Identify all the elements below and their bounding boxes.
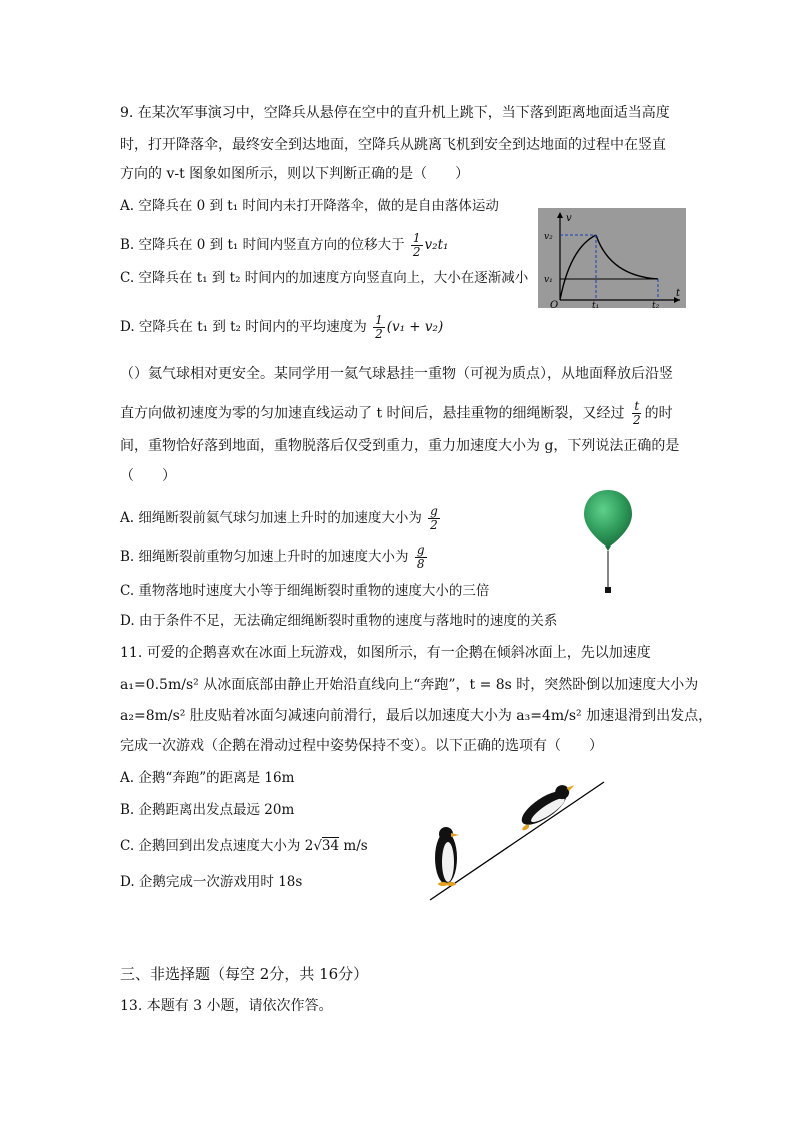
q10-option-a (120, 505, 442, 532)
q9-stem-line3: 方向的 v-t 图象如图所示，则以下判断正确的是（ ） (120, 166, 470, 182)
fraction-half: $\frac{1}{2}$ (412, 231, 421, 259)
sqrt-radicand: 34 (321, 838, 340, 854)
q9-option-b-text: B. 空降兵在 0 到 t₁ 时间内竖直方向的位移大于 (120, 237, 405, 253)
fraction-g-2: $\frac{g}{2}$ (430, 504, 438, 532)
q9-option-b (120, 232, 448, 259)
v1-label: v₁ (544, 275, 553, 285)
q11-option-b: B. 企鹅距离出发点最远 20m (120, 802, 295, 818)
q10-option-b-text: B. 细绳断裂前重物匀加速上升时的加速度大小为 (120, 549, 409, 565)
q9-stem-line2: 时，打开降落伞，最终安全到达地面，空降兵从跳离飞机到安全到达地面的过程中在竖直 (120, 137, 666, 153)
standing-penguin (435, 827, 459, 886)
q10-option-d: D. 由于条件不足，无法确定细绳断裂时重物的速度与落地时的速度的关系 (120, 613, 558, 629)
sqrt-symbol: √ (313, 838, 322, 854)
fraction-t-half: $\frac{t}{2}$ (632, 399, 641, 427)
balloon-body (584, 490, 632, 546)
fraction-half: $\frac{1}{2}$ (375, 313, 383, 341)
q10-option-c: C. 重物落地时速度大小等于细绳断裂时重物的速度大小的三倍 (120, 583, 490, 599)
q9-option-d (120, 314, 443, 341)
q9-option-d-text: D. 空降兵在 t₁ 到 t₂ 时间内的平均速度为 (120, 319, 367, 335)
weight-block (605, 587, 611, 593)
q9-option-d-math: (v₁ + v₂) (386, 319, 444, 335)
t-axis-label: t (676, 288, 681, 299)
fraction-g-8: $\frac{g}{8}$ (416, 543, 425, 571)
q10-stem-line1: （）氦气球相对更安全。某同学用一氦气球悬挂一重物（可视为质点），从地面释放后沿竖 (120, 366, 673, 382)
q9-option-a: A. 空降兵在 0 到 t₁ 时间内未打开降落伞，做的是自由落体运动 (120, 198, 499, 214)
q10-stem-line3: 间，重物恰好落到地面，重物脱落后仅受到重力，重力加速度大小为 g，下列说法正确的是 (120, 438, 680, 454)
t2-label: t₂ (652, 301, 660, 308)
q9-stem-line1: 9. 在某次军事演习中，空降兵从悬停在空中的直升机上跳下，当下落到距离地面适当高度 (120, 105, 670, 121)
q11-option-d: D. 企鹅完成一次游戏用时 18s (120, 874, 303, 890)
q10-option-b (120, 544, 429, 571)
q9-option-c: C. 空降兵在 t₁ 到 t₂ 时间内的加速度方向竖直向上，大小在逐渐减小 (120, 270, 529, 286)
q9-option-b-math: v₂t₁ (424, 237, 449, 253)
v2-label: v₂ (544, 232, 553, 242)
q11-stem-line2: a₁=0.5m/s² 从冰面底部由静止开始沿直线向上“奔跑”，t = 8s 时，突然卧倒以加速度大小为 (120, 677, 699, 693)
q11-option-c-unit: m/s (343, 838, 368, 854)
origin-label: O (550, 300, 559, 308)
q10-stem-line2-text: 直方向做初速度为零的匀加速直线运动了 t 时间后，悬挂重物的细绳断裂，又经过 (120, 405, 625, 422)
q11-option-c-text: C. 企鹅回到出发点速度大小为 2 (120, 838, 314, 854)
section-title: 三、非选择题（每空 2分，共 16分） (120, 965, 369, 983)
q11-option-c (120, 836, 368, 856)
vt-graph (538, 208, 686, 308)
penguin-slope-figure (426, 776, 610, 904)
q11-stem-line3: a₂=8m/s² 肚皮贴着冰面匀减速向前滑行，最后以加速度大小为 a₃=4m/s² 加速退滑到出发点， (120, 708, 713, 724)
ice-slope (430, 782, 604, 900)
q11-stem-line4: 完成一次游戏（企鹅在滑动过程中姿势保持不变）。以下正确的选项有（ ） (120, 738, 603, 754)
q10-stem-line4: （ ） (120, 468, 176, 484)
q11-option-a: A. 企鹅“奔跑”的距离是 16m (120, 770, 295, 786)
q10-option-a-text: A. 细绳断裂前氦气球匀加速上升时的加速度大小为 (120, 510, 422, 526)
balloon-figure (580, 488, 636, 596)
v-axis-label: v (566, 213, 572, 224)
t1-label: t₁ (592, 301, 600, 308)
sliding-penguin (514, 778, 582, 833)
q13-stem: 13. 本题有 3 小题，请依次作答。 (120, 998, 333, 1014)
q11-stem-line1: 11. 可爱的企鹅喜欢在冰面上玩游戏，如图所示，有一企鹅在倾斜冰面上，先以加速度 (120, 645, 651, 661)
q10-stem-line2-end: 的时 (644, 405, 673, 422)
balloon-knot (605, 546, 611, 551)
q10-stem-line2 (120, 400, 673, 427)
